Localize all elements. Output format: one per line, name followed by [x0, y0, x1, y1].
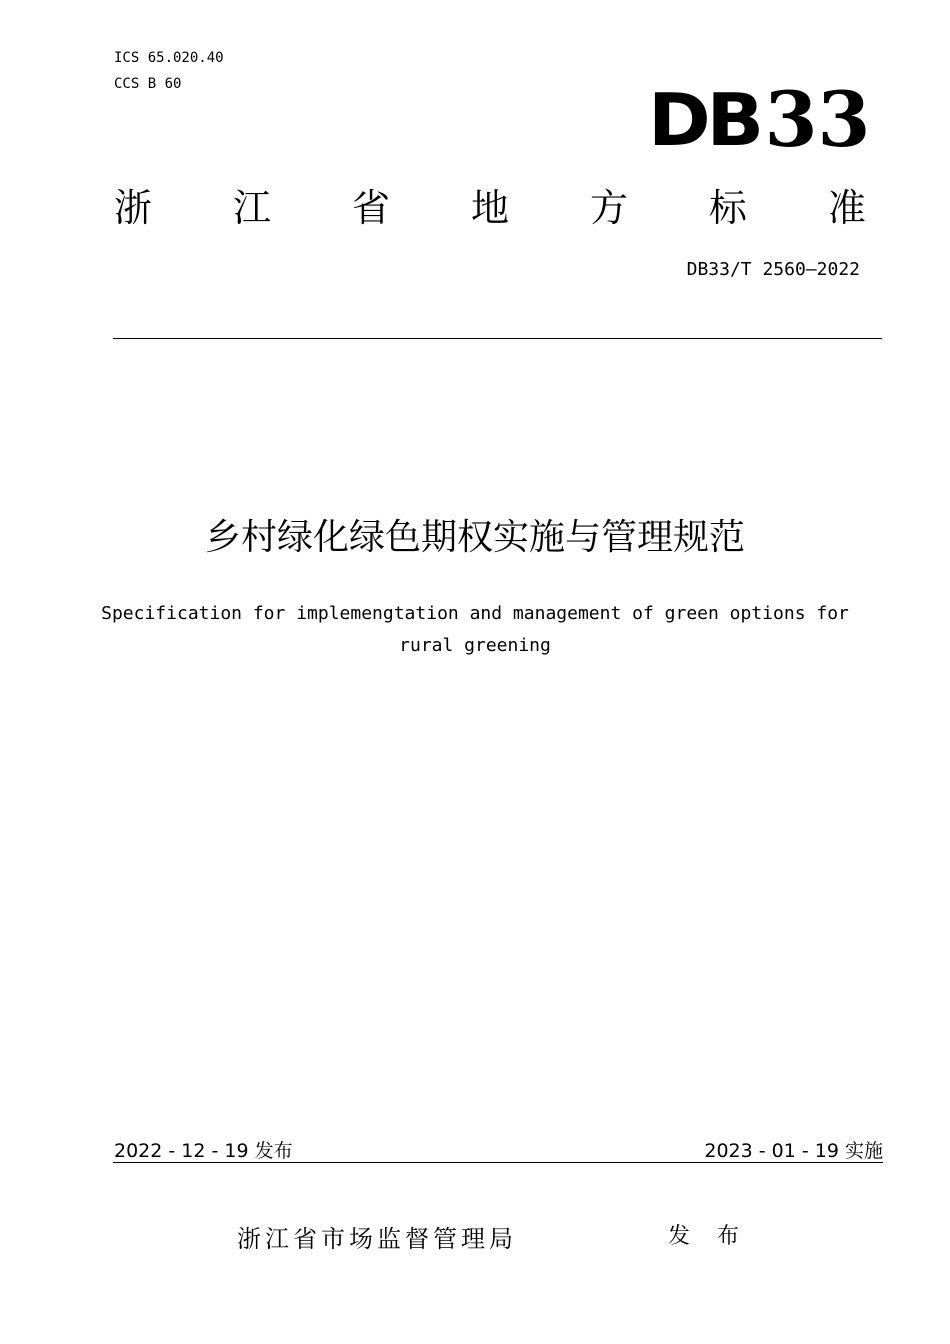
standard-type-char: 浙 — [114, 186, 153, 230]
chinese-title: 乡村绿化绿色期权实施与管理规范 — [204, 517, 745, 558]
header-divider — [113, 338, 882, 339]
english-title-line-1: Specification for implemengtation and management of green options for — [101, 603, 849, 624]
standard-type-char: 地 — [470, 186, 509, 230]
issue-date: 2022 - 12 - 19 发布 — [114, 1140, 293, 1162]
ccs-code: CCS B 60 — [114, 76, 182, 92]
logo-number: 33 — [764, 75, 871, 164]
issuing-authority: 浙江省市场监督管理局 — [237, 1225, 517, 1253]
logo-letters: DB — [648, 78, 760, 162]
ics-code: ICS 65.020.40 — [114, 50, 224, 66]
standard-type-char: 江 — [232, 186, 271, 230]
standard-type-char: 省 — [351, 186, 390, 230]
publish-label: 发 布 — [668, 1224, 749, 1249]
standard-type-char: 方 — [589, 186, 628, 230]
footer-divider — [113, 1162, 883, 1163]
implementation-date: 2023 - 01 - 19 实施 — [704, 1140, 883, 1162]
english-title-line-2: rural greening — [399, 635, 551, 656]
standard-number: DB33/T 2560—2022 — [686, 259, 860, 280]
standard-type-char: 标 — [708, 186, 747, 230]
db33-logo — [648, 75, 871, 164]
english-title — [60, 598, 890, 662]
standard-type-title — [114, 183, 866, 233]
standard-type-char: 准 — [827, 186, 866, 230]
